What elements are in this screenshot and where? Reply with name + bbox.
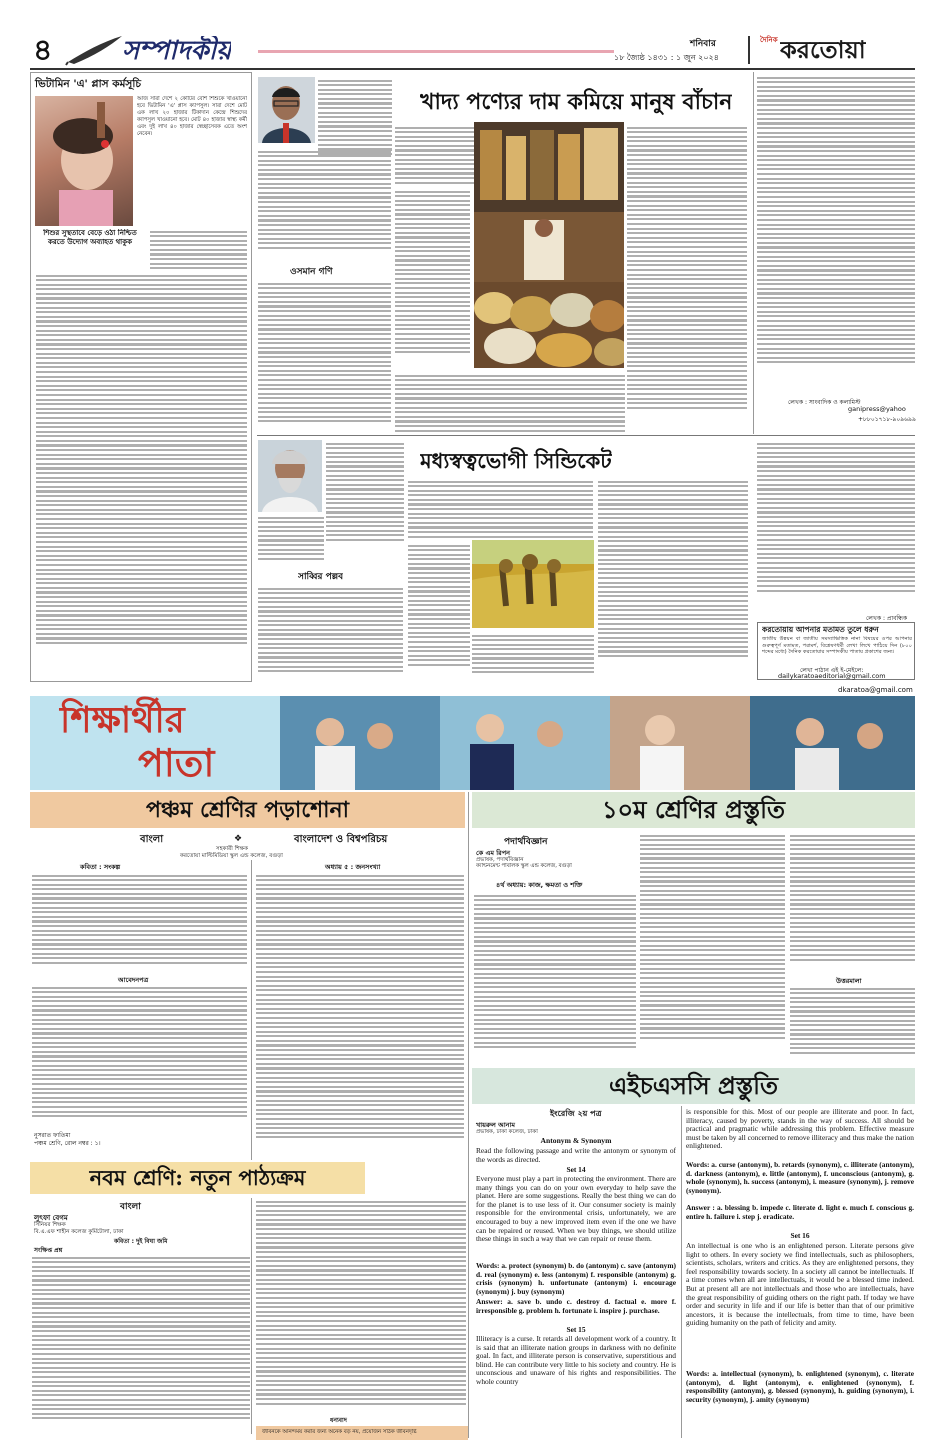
footer-strip-note: জীবনকে আনন্দময় করার জন্য অনেক বড় নয়, প্রয়োজন সঠিক জীবনদৃষ্টি [262, 1429, 417, 1435]
hsc-section: Antonym & Synonym [540, 1137, 612, 1145]
editorial-intro: আজ সারা দেশে ২ কোটির বেশি শিশুকে খাওয়ানো হবে ভিটামিন 'এ' প্লাস ক্যাপসুল। সারা দেশে মোট এক লাখ ২০ হাজার টিকাদান কেন্দ্রে শিশুদের ক্যাপসুল খাওয়ানো হবে। মোট ৪০ হাজার স্বাস্থ্য কর্মী এবং দুই লাখ ৪০ হাজার স্বেচ্ছাসেবক এতে অংশ নেবেন। [137, 96, 247, 137]
diamond-bullet-icon: ❖ [234, 834, 243, 844]
market-stall-photo [474, 122, 624, 368]
hsc-subject: ইংরেজি ২য় পত্র [550, 1109, 602, 1118]
editorial-text-right [150, 228, 247, 270]
class10-chapter: ৪র্থ অধ্যায়: কাজ, ক্ষমতা ও শক্তি [496, 881, 583, 889]
article2-col-f [598, 478, 748, 680]
class5-col-divider [251, 860, 252, 1160]
editorial-body [36, 272, 247, 677]
hsc-set16-title: Set 16 [790, 1232, 810, 1240]
class10-teacher: কে এম রিপন [476, 849, 510, 857]
masthead-underline [30, 68, 915, 70]
class5-chapter-left: কবিতা : সংকল্প [80, 863, 121, 871]
article1-phone: +৮৮০১৭১৮-৯০৯৬৯৯ [858, 416, 916, 423]
article1-title: খাদ্য পণ্যের দাম কমিয়ে মানুষ বাঁচান [420, 89, 733, 115]
vitamin-a-child-photo [35, 96, 133, 226]
article1-author-line: লেখক : সাংবাদিক ও কলামিস্ট [788, 399, 861, 406]
class10-col-3 [790, 832, 915, 974]
class10-col-1 [474, 892, 636, 1062]
article1-author: ওসমান গণি [290, 267, 333, 277]
hsc-teacher-role: প্রভাষক, ঢাকা কলেজ, ঢাকা [476, 1129, 538, 1135]
class10-teacher-role: প্রভাষক, পদার্থবিজ্ঞান [476, 857, 524, 863]
class10-subject: পদার্থবিজ্ঞান [504, 837, 548, 847]
class10-left-divider [468, 792, 469, 1438]
article2-col-d [408, 542, 470, 680]
author-photo-osman [258, 77, 315, 143]
article1-lead [258, 148, 391, 256]
class5-subject-right: বাংলাদেশ ও বিশ্বপরিচয় [294, 834, 388, 845]
hsc-col-divider [681, 1106, 682, 1438]
article2-writer-note: লেখক : প্রাবন্ধিক [866, 615, 908, 622]
hsc-set14-answer: Answer: a. save b. undo c. destroy d. factual e. more f. irresponsible g. problem h. fortunate i. inspire j. purchase. [476, 1298, 676, 1315]
class9-left-col [32, 1254, 250, 1434]
paper-name: করতোয়া [780, 36, 866, 64]
editorial-caption: শিশুর সুস্থতাবে বেড়ে ওঠা নিশ্চিত করতে উদ্যোগ অব্যাহত থাকুক [43, 229, 137, 246]
article1-col-a [258, 280, 391, 435]
class10-title: ১০ম শ্রেণির প্রস্তুতি [601, 795, 786, 824]
opinion-invite-email-link[interactable]: dailykaratoaeditorial@gmail.com [778, 672, 886, 680]
class10-answers-heading: উত্তরমালা [836, 977, 862, 985]
opinion-invite-body: জাতীয় উন্নয়ন বা জাতীয় সমস্যাভিত্তিক নানা বিষয়ের ওপর আপনার গুরুত্বপূর্ণ মতামত, পরামর্শ, বিশ্লেষণধর্মী লেখা লিখে পাঠিয়ে দিন (৮০০ শব্দের মধ্যে) দৈনিক করতোয়ার সম্পাদকীয় পাতায় প্রকাশের জন্য। [762, 636, 912, 656]
article2-author: সাব্বির পল্লব [298, 572, 344, 582]
class10-answers [790, 985, 915, 1063]
footer-email-link[interactable]: dkaratoa@gmail.com [838, 686, 913, 694]
article1-col-c [395, 372, 625, 434]
class5-teacher-role: সহকারী শিক্ষক [216, 846, 248, 852]
hsc-col2-text: is responsible for this. Most of our people are illiterate and poor. In fact, illiteracy, caused by poverty, stands in the way of success. All should be practical and pragmatic while addressing this problem. Effective measure must be taken by all concerned to remove illiteracy and thus make the nation enlightened. [686, 1108, 914, 1151]
article1-col1 [318, 77, 392, 159]
masthead-rule [258, 50, 614, 53]
article1-col-b [395, 188, 470, 371]
article2-title: মধ্যস্বত্বভোগী সিন্ডিকেট [420, 448, 612, 473]
hsc-set14-text: Everyone must play a part in protecting the environment. There are many things you can do on your own everyday to help save the planet. Here are some suggestions. Really the best thing we can do for the planet is to use less of it. Our consumer society is mainly responsible for the environmental crisis, unfortunately, we are encouraged to buy a new improved item even if the one we have can be repaired or reused. When we buy things, we should utilize these things in such a way that we can repair or reuse them. [476, 1175, 676, 1244]
class9-lesson: কবিতা : দুই বিঘা জমি [114, 1238, 168, 1245]
opinion-invite-title: করতোয়ায় আপনার মতামত তুলে ধরুন [762, 625, 879, 634]
hsc-set15-answer: Answer : a. blessing b. impede c. literate d. light e. much f. conscious g. entire h. failure i. step j. eradicate. [686, 1204, 914, 1221]
hsc-instruction: Read the following passage and write the antonym or synonym of the words as directed. [476, 1147, 676, 1164]
article1-right-col [757, 74, 915, 394]
class5-chapter-right: অধ্যায় ৫ : জনসংখ্যা [325, 863, 381, 871]
masthead-divider [748, 36, 750, 64]
hsc-title: এইচএসসি প্রস্তুতি [609, 1071, 778, 1100]
editorial-title: ভিটামিন 'এ' প্লাস কর্মসূচি [35, 78, 142, 90]
class9-teacher-role: সিনিয়র শিক্ষক [34, 1222, 66, 1228]
article2-intro [326, 440, 404, 548]
divider-v-1 [753, 72, 754, 434]
class9-teacher: লুৎফা বেগম [34, 1214, 68, 1222]
article2-right-col [757, 440, 915, 612]
article2-col-b [258, 585, 403, 680]
hsc-set14-words: Words: a. protect (synonym) b. do (antonym) c. save (antonym) d. real (synonym) e. less (antonym) f. responsible (antonym) g. crisis (synonym) h. unfortunate (antonym) i. encourage (synonym) j. buy (synonym) [476, 1262, 676, 1296]
banner-title-line1: শিক্ষার্থীর [60, 699, 185, 741]
hsc-set16-words: Words: a. intellectual (synonym), b. enlightened (synonym), c. literate (antonym), d. light (antonym), e. enlightened (synonym), f. responsibility (antonym), g. blessed (synonym), h. guiding (synonym), i. security (synonym), j. amity (synonym) [686, 1370, 914, 1404]
footer-strip-label: ধন্যবাদ [330, 1417, 347, 1424]
class9-title: নবম শ্রেণি: নতুন পাঠ্যক্রম [89, 1165, 306, 1190]
hsc-teacher: খায়রুল আনাম [476, 1121, 516, 1129]
class9-school: বি.এ.এফ শাহীন কলেজ কুর্মিটোলা, ঢাকা [34, 1229, 124, 1235]
article1-col-d [627, 124, 747, 434]
masthead [0, 0, 945, 68]
class5-title: পঞ্চম শ্রেণির পড়াশোনা [145, 797, 350, 823]
paddy-field-photo [472, 540, 594, 628]
author-photo-sabbir [258, 440, 322, 512]
class9-subject: বাংলা [120, 1202, 141, 1212]
section-title: সম্পাদকীয় [122, 36, 232, 66]
article2-col-e [472, 632, 594, 680]
article1-email: ganipress@yahoo [848, 405, 906, 413]
hsc-set15-text: Illiteracy is a curse. It retards all development work of a country. It is said that an illiterate nation groups in darkness with no definite goal. In fact, and illiterate person is conservative, superstitious and blind. He can contribute very little to his society and country. He is unconscious and unaware of his rights and responsibilities. The whole country [476, 1335, 676, 1386]
paper-small: দৈনিক [760, 36, 778, 44]
class5-right-col [256, 872, 464, 1157]
article2-col-a [258, 514, 324, 566]
class5-signer-class: পঞ্চম শ্রেণি, রোল নম্বর : ১। [34, 1140, 101, 1147]
class5-subject-left: বাংলা [140, 834, 164, 845]
hsc-set14-title: Set 14 [566, 1166, 586, 1174]
quill-pen-icon [64, 34, 124, 66]
class9-col-divider [251, 1198, 252, 1434]
hsc-set16-text: An intellectual is one who is an enlightened person. Literate persons give light to others. In every society we find intellectuals, such as philosophers, scientists, scholars, writers and critics. As they are enlightened persons, they feel responsibility towards society. In a society all cannot be intellectuals. If a time comes when all are intellectuals, it would be a blessed time indeed. But at present all are not intellectuals and those who are intellectuals, have the great responsibility of guiding others on the right path. If today we have order and security in life and if our life is better than that of our primitive ancestors, it is because the intellectuals, from time to time, have been guiding humanity on the path of felicity and amity. [686, 1242, 914, 1328]
article2-col-c [408, 478, 593, 540]
hsc-set15-words: Words: a. curse (antonym), b. retards (synonym), c. illiterate (antonym), d. darkness (antonym), e. little (antonym), f. unconscious (antonym), g. whole (synonym), h. success (antonym), i. measure (synonym), j. remove (synonym). [686, 1161, 914, 1195]
class10-school: ক্যান্টনমেন্ট পাবলিক স্কুল এন্ড কলেজ, বগুড়া [476, 863, 572, 869]
class5-leave-heading: আবেদনপত্র [118, 976, 149, 984]
masthead-date: ১৮ জ্যৈষ্ঠ ১৪৩১ : ১ জুন ২০২৪ [614, 53, 719, 62]
class5-left-col [32, 872, 247, 968]
class10-col-2 [640, 832, 785, 1062]
hsc-set15-title: Set 15 [566, 1326, 586, 1334]
banner-title-line2: পাতা [138, 740, 215, 785]
class9-qtype: সংক্ষিপ্ত প্রশ্ন [34, 1247, 63, 1254]
class5-leave-body [32, 984, 247, 1127]
class5-school: করতোয়া মাল্টিমিডিয়া স্কুল এন্ড কলেজ, বগুড়া [180, 853, 283, 859]
page-number: ৪ [33, 33, 53, 68]
student-banner [30, 696, 915, 790]
class5-signer: নুসরাত ফাতিমা [34, 1132, 71, 1139]
divider-h-1 [257, 435, 915, 436]
class9-right-col [256, 1198, 466, 1423]
opinion-invite-send: লেখা পাঠান এই ই-মেইলে: [800, 667, 864, 674]
masthead-day: শনিবার [690, 39, 716, 49]
